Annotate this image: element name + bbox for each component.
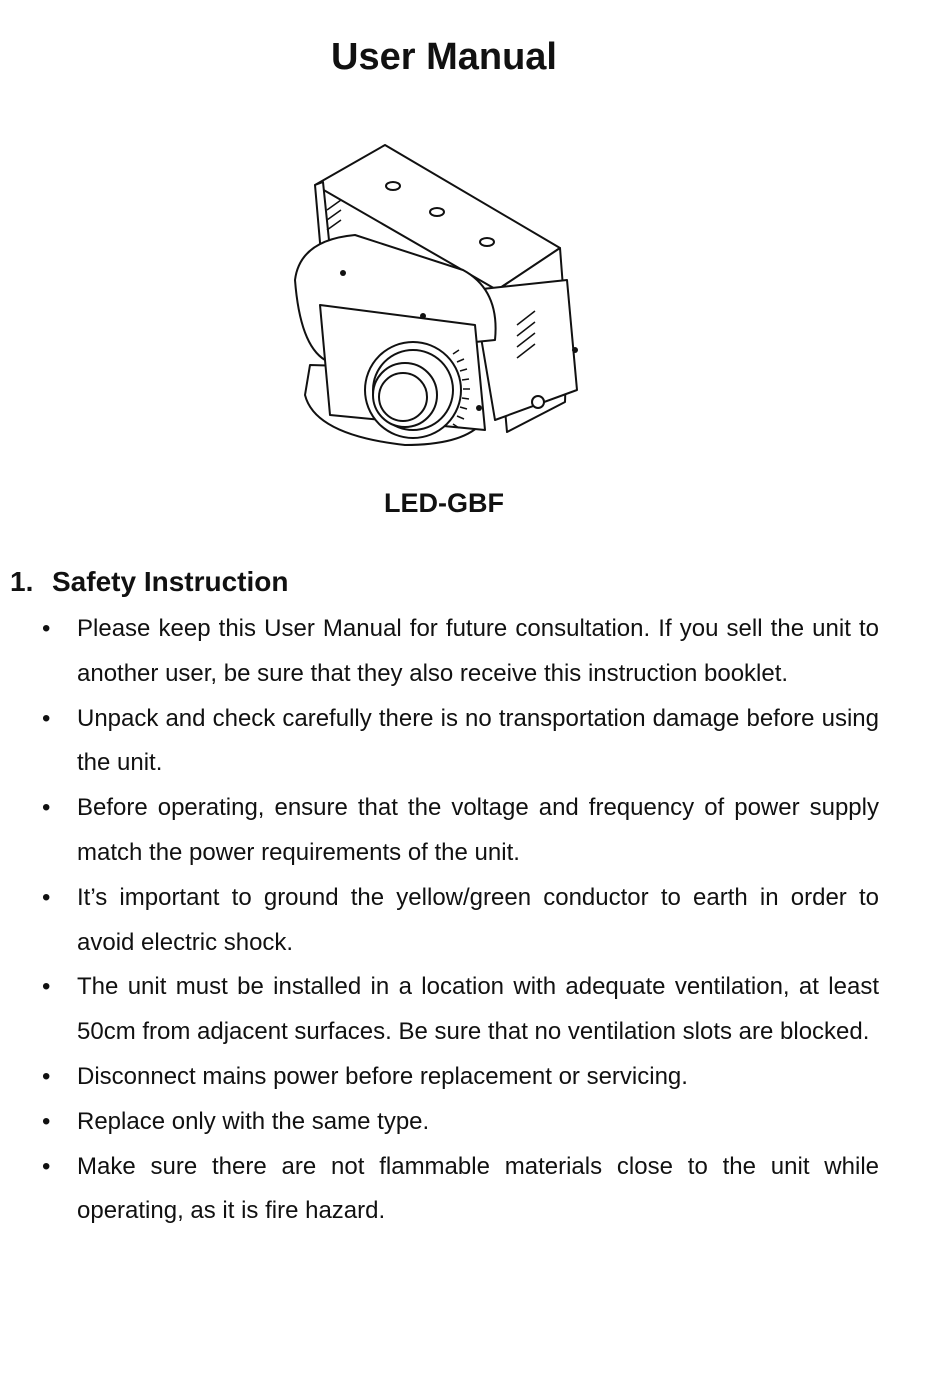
list-item [0,876,950,966]
list-item-text: Disconnect mains power before replacement or servicing. [77,1062,688,1090]
list-item-text: Before operating, ensure that the voltage and frequency of power supply match the power requirements of the unit. [77,794,879,866]
bullet-icon: • [42,704,51,732]
list-item-text: Replace only with the same type. [77,1107,430,1135]
list-item-text: The unit must be installed in a location with adequate ventilation, at least 50cm from adjacent surfaces. Be sure that no ventilation slots are blocked. [77,973,879,1046]
list-item [0,697,950,787]
list-item [0,786,950,876]
safety-instruction-list [0,607,950,1234]
list-item [0,1100,950,1145]
bullet-icon: • [42,1062,51,1090]
list-item [0,1055,950,1100]
section-title: Safety Instruction [52,566,289,597]
list-item-text: Make sure there are not flammable materials close to the unit while operating, as it is fire hazard. [77,1152,879,1225]
section-number: 1. [10,566,34,597]
bullet-icon: • [42,615,51,642]
bullet-icon: • [42,794,51,822]
model-name: LED-GBF [384,488,504,518]
bullet-icon: • [42,883,51,911]
bullet-icon: • [42,1152,51,1180]
list-item [0,1145,950,1235]
list-item-text: Please keep this User Manual for future consultation. If you sell the unit to another user, be sure that they also receive this instruction booklet. [77,615,879,687]
list-item-text: It’s important to ground the yellow/green conductor to earth in order to avoid electric shock. [77,883,879,956]
page-title: User Manual [331,36,557,78]
list-item [0,965,950,1055]
section-heading [10,566,288,598]
bullet-icon: • [42,1107,51,1135]
list-item-text: Unpack and check carefully there is no transportation damage before using the unit. [77,704,879,777]
led-projector-illustration [285,140,605,460]
list-item [0,607,950,697]
bullet-icon: • [42,973,51,1001]
